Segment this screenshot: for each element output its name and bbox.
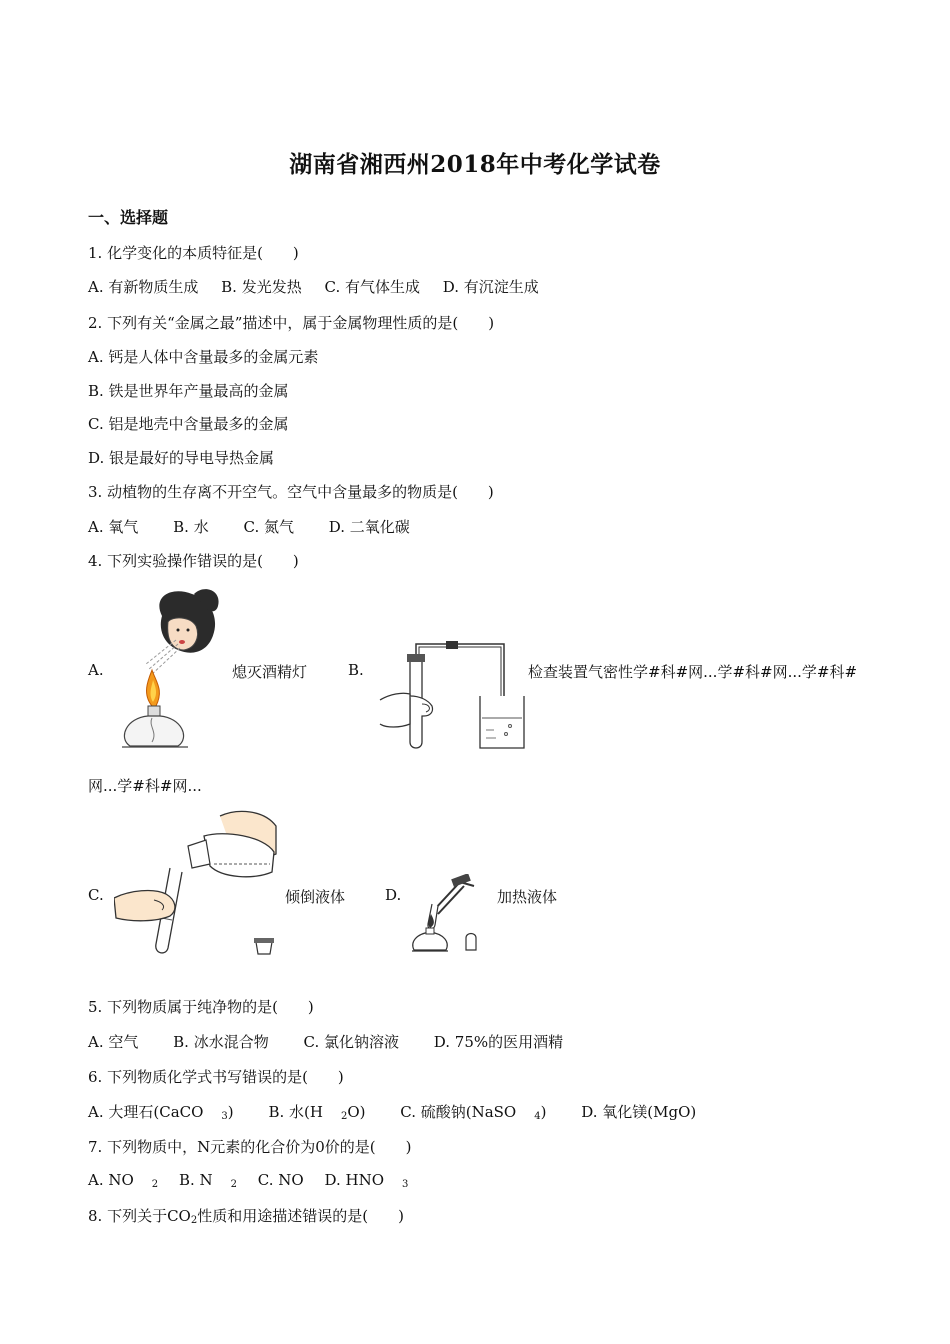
section-heading: 一、选择题 [88, 208, 169, 227]
option-a[interactable]: A. 有新物质生成 [88, 278, 199, 296]
question-8-stem: 8. 下列关于$CO_2$性质和用途描述错误的是( ) [88, 1207, 404, 1226]
option-a[interactable]: A. 氧气 [88, 518, 139, 536]
option-d[interactable]: D. HNO $_3$ [324, 1171, 409, 1190]
question-2-option-a[interactable]: A. 钙是人体中含量最多的金属元素 [88, 348, 319, 366]
option-d[interactable]: D. 75%的医用酒精 [433, 1033, 564, 1051]
question-4-stem: 4. 下列实验操作错误的是( ) [88, 552, 299, 570]
page-title: 湖南省湘西州2018年中考化学试卷 [289, 151, 661, 178]
question-5-stem: 5. 下列物质属于纯净物的是( ) [88, 998, 314, 1016]
question-7-stem: 7. 下列物质中，N元素的化合价为0价的是( ) [88, 1138, 412, 1156]
blowing-out-lamp-figure [112, 586, 228, 752]
option-b[interactable]: B. 水(H $_2$O) [268, 1103, 366, 1122]
airtightness-check-figure [376, 638, 528, 754]
option-c[interactable]: C. 硫酸钠(NaSO $_4$) [400, 1103, 547, 1122]
question-3-stem: 3. 动植物的生存离不开空气。空气中含量最多的物质是( ) [88, 483, 494, 501]
option-d[interactable]: D. 有沉淀生成 [442, 278, 539, 296]
question-2-stem: 2. 下列有关“金属之最”描述中，属于金属物理性质的是( ) [88, 314, 495, 332]
question-4-option-d-text: 加热液体 [497, 888, 558, 906]
question-4-option-b-letter[interactable]: B. [348, 661, 364, 679]
option-c[interactable]: C. 氮气 [243, 518, 294, 536]
question-2-option-b[interactable]: B. 铁是世界年产量最高的金属 [88, 382, 289, 400]
option-a[interactable]: A. 大理石(CaCO $_3$) [88, 1103, 234, 1122]
pouring-liquid-figure [114, 806, 284, 960]
question-2-option-c[interactable]: C. 铝是地壳中含量最多的金属 [88, 415, 289, 433]
question-4-option-b-text: 检查装置气密性学#科#网...学#科#网...学#科# [528, 663, 858, 681]
question-4-option-b-text-continued: 网...学#科#网... [88, 777, 202, 795]
option-d[interactable]: D. 二氧化碳 [328, 518, 410, 536]
question-2-option-d[interactable]: D. 银是最好的导电导热金属 [88, 449, 275, 467]
option-b[interactable]: B. 发光发热 [221, 278, 302, 296]
question-6-options [88, 1101, 696, 1122]
question-4-option-a-text: 熄灭酒精灯 [232, 663, 308, 681]
question-4-option-c-text: 倾倒液体 [285, 888, 346, 906]
question-6-stem: 6. 下列物质化学式书写错误的是( ) [88, 1068, 344, 1086]
question-3-options [88, 516, 410, 537]
question-1-stem: 1. 化学变化的本质特征是( ) [88, 244, 299, 262]
question-1-options [88, 276, 539, 297]
option-b[interactable]: B. N $_2$ [178, 1171, 238, 1190]
option-b[interactable]: B. 水 [173, 518, 209, 536]
heating-liquid-figure [408, 874, 492, 956]
option-b[interactable]: B. 冰水混合物 [173, 1033, 269, 1051]
option-c[interactable]: C. NO [257, 1171, 304, 1189]
question-4-option-c-letter[interactable]: C. [88, 886, 104, 904]
question-5-options [88, 1031, 563, 1052]
question-7-options [88, 1171, 408, 1189]
option-c[interactable]: C. 氯化钠溶液 [303, 1033, 399, 1051]
option-d[interactable]: D. 氧化镁(MgO) [581, 1103, 697, 1121]
option-c[interactable]: C. 有气体生成 [324, 278, 420, 296]
option-a[interactable]: A. 空气 [88, 1033, 139, 1051]
question-4-option-d-letter[interactable]: D. [385, 886, 402, 904]
option-a[interactable]: A. NO $_2$ [88, 1171, 159, 1190]
question-4-option-a-letter[interactable]: A. [88, 661, 104, 679]
